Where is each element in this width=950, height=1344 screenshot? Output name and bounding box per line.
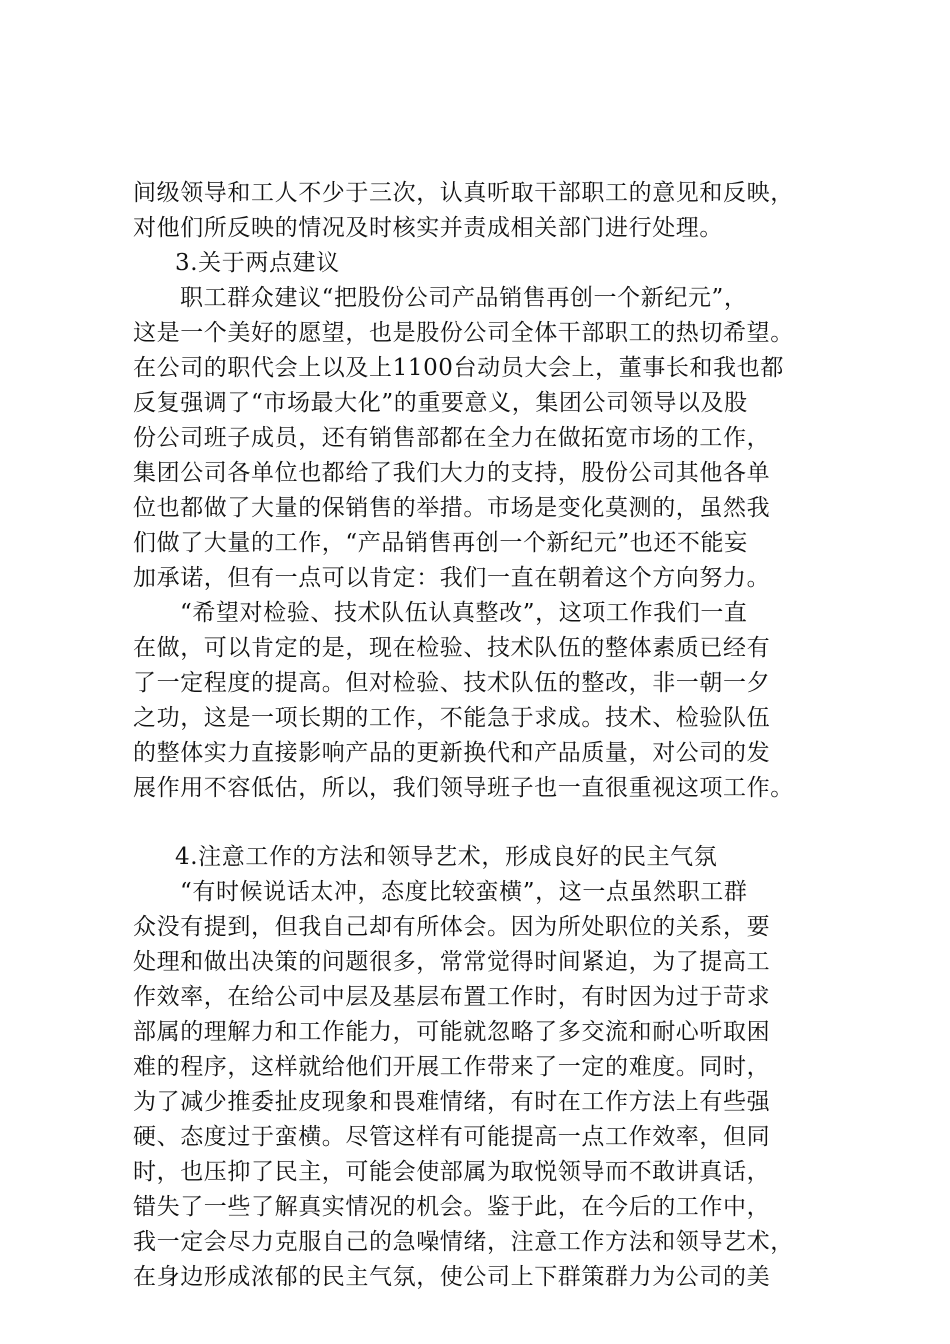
text-line: “希望对检验、技术队伍认真整改”，这项工作我们一直 <box>180 600 748 626</box>
text-line: 的整体实力直接影响产品的更新换代和产品质量，对公司的发 <box>133 740 771 766</box>
text-line: 之功，这是一项长期的工作，不能急于求成。技术、检验队伍 <box>133 705 771 731</box>
text-line: 处理和做出决策的问题很多，常常觉得时间紧迫，为了提高工 <box>133 949 771 975</box>
text-line: 错失了一些了解真实情况的机会。鉴于此，在今后的工作中， <box>133 1194 771 1220</box>
section-heading: 4.注意工作的方法和领导艺术，形成良好的民主气氛 <box>175 844 718 870</box>
text-line: 作效率，在给公司中层及基层布置工作时，有时因为过于苛求 <box>133 984 771 1010</box>
text-line: 在做，可以肯定的是，现在检验、技术队伍的整体素质已经有 <box>133 635 771 661</box>
text-line: 这是一个美好的愿望，也是股份公司全体干部职工的热切希望。 <box>133 320 794 346</box>
text-line: 时，也压抑了民主，可能会使部属为取悦领导而不敢讲真话， <box>133 1159 771 1185</box>
text-line: 们做了大量的工作，“产品销售再创一个新纪元”也还不能妄 <box>133 530 748 556</box>
text-line: 众没有提到，但我自己却有所体会。因为所处职位的关系，要 <box>133 914 771 940</box>
text-line: “有时候说话太冲，态度比较蛮横”，这一点虽然职工群 <box>180 879 748 905</box>
text-line: 对他们所反映的情况及时核实并责成相关部门进行处理。 <box>133 215 723 241</box>
text-line: 职工群众建议“把股份公司产品销售再创一个新纪元”， <box>180 285 748 311</box>
section-heading: 3.关于两点建议 <box>175 250 340 276</box>
text-line: 了一定程度的提高。但对检验、技术队伍的整改，非一朝一夕 <box>133 670 771 696</box>
text-line: 位也都做了大量的保销售的举措。市场是变化莫测的，虽然我 <box>133 495 771 521</box>
text-line: 我一定会尽力克服自己的急噪情绪，注意工作方法和领导艺术， <box>133 1229 794 1255</box>
text-line: 反复强调了“市场最大化”的重要意义，集团公司领导以及股 <box>133 390 748 416</box>
text-line: 间级领导和工人不少于三次，认真听取干部职工的意见和反映， <box>133 180 794 206</box>
text-line: 在身边形成浓郁的民主气氛，使公司上下群策群力为公司的美 <box>133 1264 771 1290</box>
text-line: 难的程序，这样就给他们开展工作带来了一定的难度。同时， <box>133 1054 771 1080</box>
text-line: 加承诺，但有一点可以肯定：我们一直在朝着这个方向努力。 <box>133 565 771 591</box>
text-line: 硬、态度过于蛮横。尽管这样有可能提高一点工作效率，但同 <box>133 1124 771 1150</box>
text-line: 份公司班子成员，还有销售部都在全力在做拓宽市场的工作， <box>133 425 771 451</box>
text-line: 为了减少推委扯皮现象和畏难情绪，有时在工作方法上有些强 <box>133 1089 771 1115</box>
text-line: 在公司的职代会上以及上1100台动员大会上，董事长和我也都 <box>133 355 784 381</box>
text-line: 集团公司各单位也都给了我们大力的支持，股份公司其他各单 <box>133 460 771 486</box>
text-line: 展作用不容低估，所以，我们领导班子也一直很重视这项工作。 <box>133 775 794 801</box>
text-line: 部属的理解力和工作能力，可能就忽略了多交流和耐心听取困 <box>133 1019 771 1045</box>
